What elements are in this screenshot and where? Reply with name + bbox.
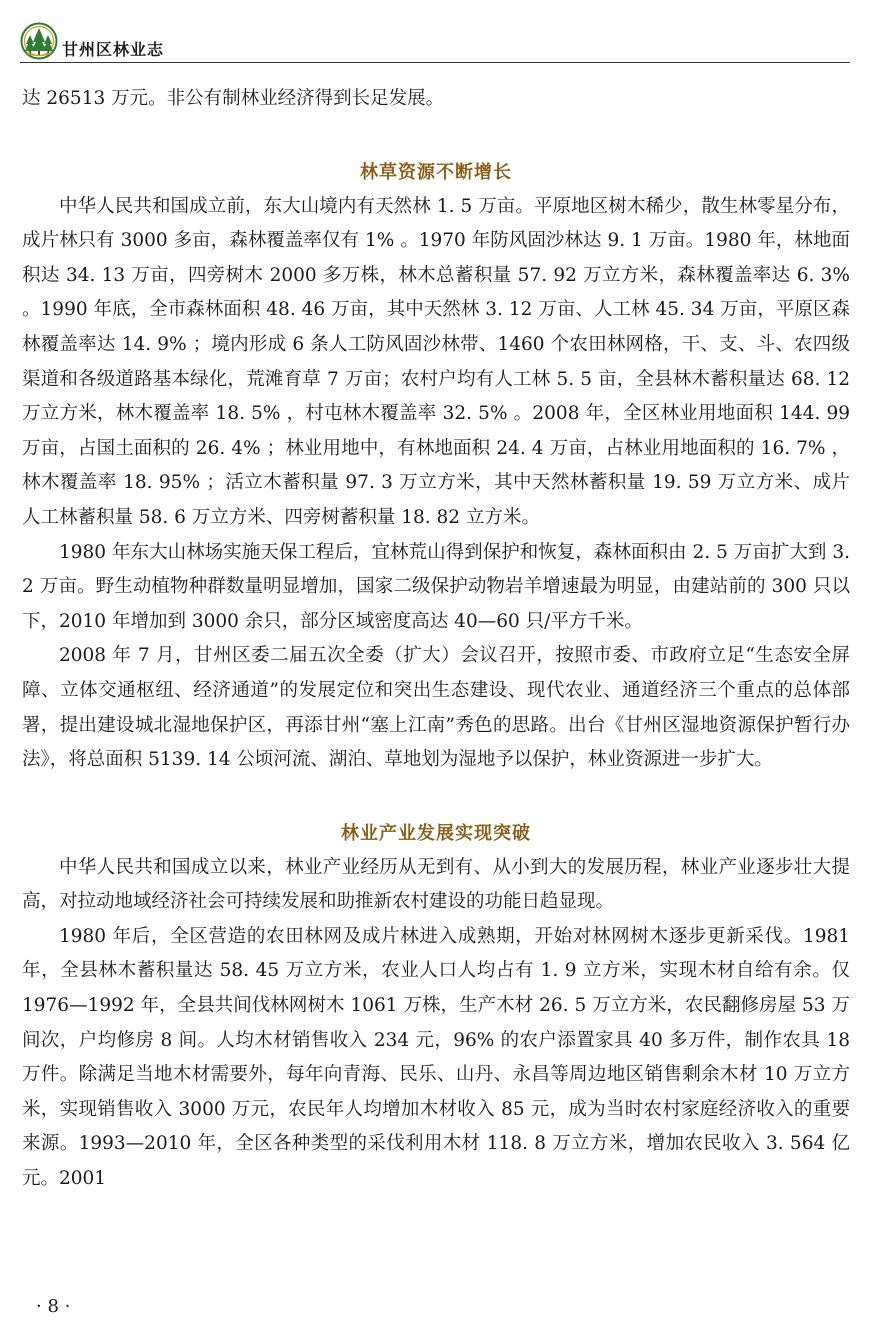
header-divider — [20, 62, 850, 63]
section-2-paragraph-2: 1980 年后，全区营造的农田林网及成片林进入成熟期，开始对林网树木逐步更新采伐。1981 年，全县林木蓄积量达 58. 45 万立方米，农业人口人均占有 1. 9 立方米，实现木材自给有余。仅 1976—1992 年，全县共间伐林网树木 1061 万株，生产木材 26. 5 万立方米，农民翻修房屋 53 万间次，户均修房 8 间。人均木材销售收入 234 元，96% 的农户添置家具 40 多万件，制作农具 18 万件。除满足当地木材需要外，每年向青海、民乐、山丹、永昌等周边地区销售剩余木材 10 万立方米，实现销售收入 3000 万元，农民年人均增加木材收入 85 元，成为当时农村家庭经济收入的重要来源。1993—2010 年，全区各种类型的采伐利用木材 118. 8 万立方米，增加农民收入 3. 564 亿元。2001 — [22, 925, 850, 1190]
section-title-forest-grass-resources: 林草资源不断增长 — [360, 161, 512, 183]
page-header — [20, 22, 850, 62]
forest-trees-logo-icon — [20, 22, 58, 60]
section-1-paragraph-2: 1980 年东大山林场实施天保工程后，宜林荒山得到保护和恢复，森林面积由 2. 5 万亩扩大到 3. 2 万亩。野生动植物种群数量明显增加，国家二级保护动物岩羊增速最为明显，由建站前的 300 只以下，2010 年增加到 3000 余只，部分区域密度高达 40—60 只/平方千米。 — [22, 541, 850, 632]
book-title: 甘州区林业志 — [62, 40, 165, 59]
page-number: · 8 · — [36, 1296, 71, 1317]
section-spacer — [22, 117, 850, 156]
intro-paragraph: 达 26513 万元。非公有制林业经济得到长足发展。 — [22, 88, 445, 109]
section-1-paragraph-1: 中华人民共和国成立前，东大山境内有天然林 1. 5 万亩。平原地区树木稀少，散生林零星分布，成片林只有 3000 多亩，森林覆盖率仅有 1% 。1970 年防风固沙林达 9. 1 万亩。1980 年，林地面积达 34. 13 万亩，四旁树木 2000 多万株，林木总蓄积量 57. 92 万立方米，森林覆盖率达 6. 3% 。1990 年底，全市森林面积 48. 46 万亩，其中天然林 3. 12 万亩、人工林 45. 34 万亩，平原区森林覆盖率达 14. 9% ；境内形成 6 条人工防风固沙林带、1460 个农田林网格，干、支、斗、农四级渠道和各级道路基本绿化，荒滩育草 7 万亩；农村户均有人工林 5. 5 亩，全县林木蓄积量达 68. 12 万立方米，林木覆盖率 18. 5% ，村屯林木覆盖率 32. 5% 。2008 年，全区林业用地面积 144. 99 万亩，占国土面积的 26. 4% ；林业用地中，有林地面积 24. 4 万亩，占林业用地面积的 16. 7% ，林木覆盖率 18. 95% ；活立木蓄积量 97. 3 万立方米，其中天然林蓄积量 19. 59 万立方米、成片人工林蓄积量 58. 6 万立方米、四旁树蓄积量 18. 82 立方米。 — [22, 195, 850, 528]
page-body — [22, 82, 850, 1197]
section-1-paragraph-3: 2008 年 7 月，甘州区委二届五次全委（扩大）会议召开，按照市委、市政府立足“生态安全屏障、立体交通枢纽、经济通道”的发展定位和突出生态建设、现代农业、通道经济三个重点的总体部署，提出建设城北湿地保护区，再添甘州“塞上江南”秀色的思路。出台《甘州区湿地资源保护暂行办法》，将总面积 5139. 14 公顷河流、湖泊、草地划为湿地予以保护，林业资源进一步扩大。 — [22, 645, 850, 771]
section-2-paragraph-1: 中华人民共和国成立以来，林业产业经历从无到有、从小到大的发展历程，林业产业逐步壮大提高，对拉动地域经济社会可持续发展和助推新农村建设的功能日趋显现。 — [22, 856, 850, 913]
section-title-forestry-industry: 林业产业发展实现突破 — [341, 822, 531, 844]
section-spacer — [22, 778, 850, 817]
